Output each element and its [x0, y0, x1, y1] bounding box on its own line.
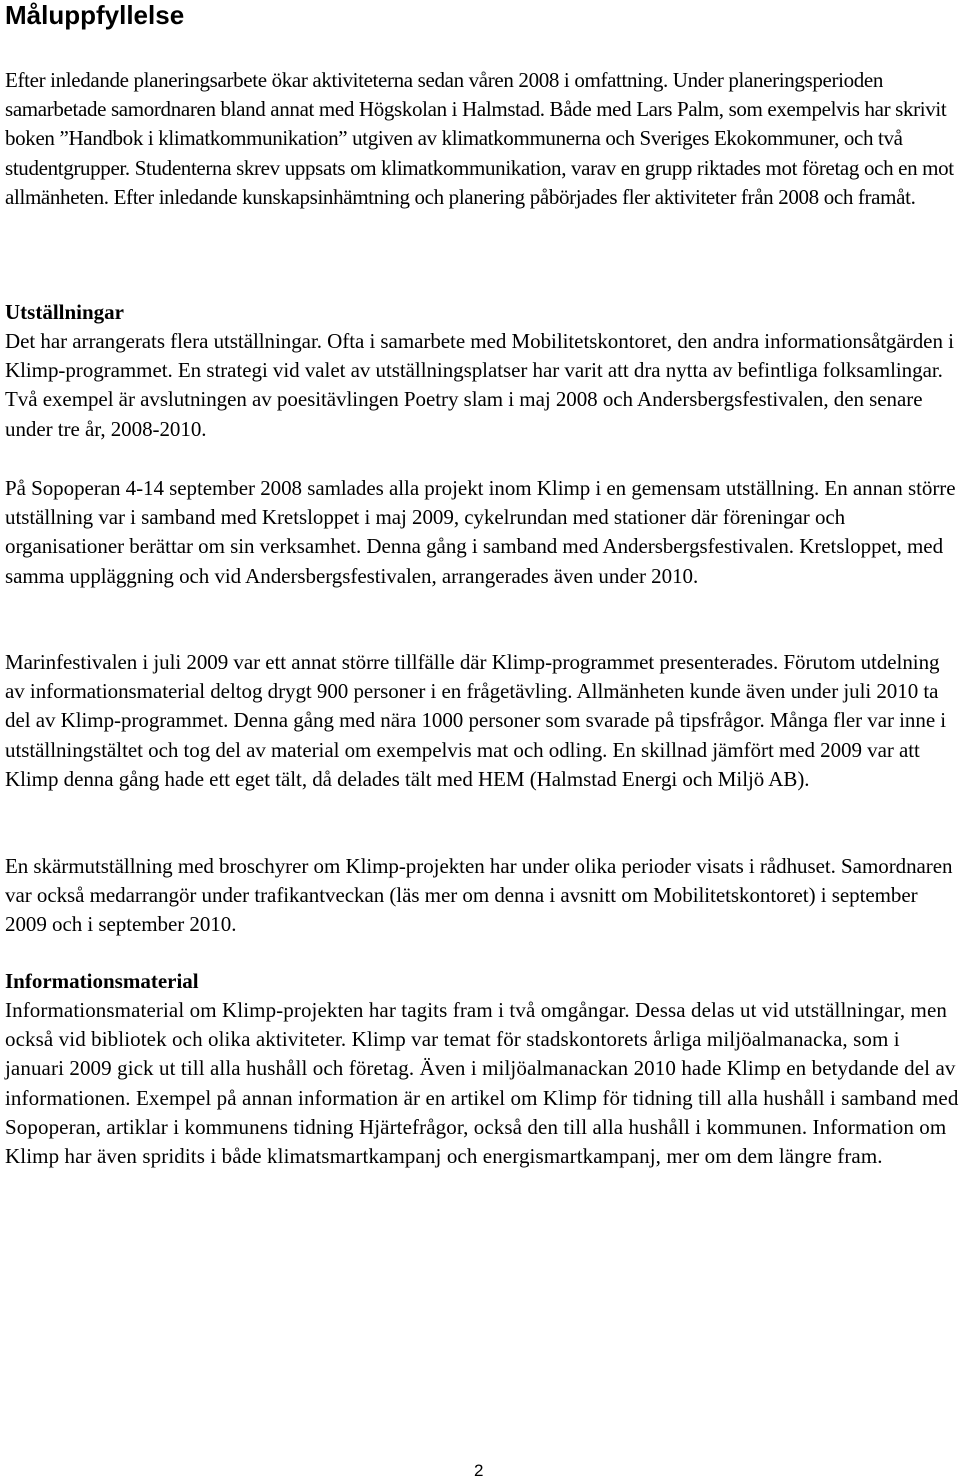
- page-heading: Måluppfyllelse: [5, 0, 185, 30]
- information-material-paragraph: Informationsmaterial om Klimp-projekten har tagits fram i två omgångar. Dessa delas ut vid utställningar, men också vid bibliotek och olika aktiviteter. Klimp var temat för stadskontorets årliga miljöalmanacka, som i januari 2009 gick ut till alla hushåll och företag. Även i miljöalmanackan 2010 hade Klimp en betydande del av informationen. Exempel på annan information är en artikel om Klimp för tidning till alla hushåll i samband med Sopoperan, artiklar i kommunens tidning Hjärtefrågor, också den till alla hushåll i kommunen. Information om Klimp har även spridits i både klimatsmartkampanj och energismartkampanj, mer om dem längre fram.: [5, 998, 959, 1169]
- exhibitions-paragraph-4: En skärmutställning med broschyrer om Klimp-projekten har under olika perioder visats i rådhuset. Samordnaren var också medarrangör under trafikantveckan (läs mer om denna i avsnitt om Mobilitetskontoret) i september 2009 och i september 2010.: [5, 854, 953, 937]
- section-heading-information-material: Informationsmaterial: [5, 969, 199, 993]
- section-heading-exhibitions: Utställningar: [5, 300, 125, 324]
- intro-paragraph: Efter inledande planeringsarbete ökar aktiviteterna sedan våren 2008 i omfattning. Under planeringsperioden samarbetade samordnaren bland annat med Högskolan i Halmstad. Både med Lars Palm, som exempelvis har skrivit boken ”Handbok i klimatkommunikation” utgiven av klimatkommunerna och Sveriges Ekokommuner, och två studentgrupper. Studenterna skrev uppsats om klimatkommunikation, varav en grupp riktades mot företag och en mot allmänheten. Efter inledande kunskapsinhämtning och planering påbörjades fler aktiviteter från 2008 och framåt.: [5, 68, 954, 209]
- exhibitions-paragraph-2: På Sopoperan 4-14 september 2008 samlades alla projekt inom Klimp i en gemensam utställning. En annan större utställning var i samband med Kretsloppet i maj 2009, cykelrundan med stationer där föreningar och organisationer berättar om sin verksamhet. Denna gång i samband med Andersbergsfestivalen. Kretsloppet, med samma uppläggning och vid Andersbergsfestivalen, arrangerades även under 2010.: [5, 476, 956, 588]
- exhibitions-paragraph-3: Marinfestivalen i juli 2009 var ett annat större tillfälle där Klimp-programmet presenterades. Förutom utdelning av informationsmaterial deltog drygt 900 personer i en frågetävling. Allmänheten kunde även under juli 2010 ta del av Klimp-programmet. Denna gång med nära 1000 personer som svarade på tipsfrågor. Många fler var inne i utställningstältet och tog del av material om exempelvis mat och odling. En skillnad jämfört med 2009 var att Klimp denna gång hade ett eget tält, då delades tält med HEM (Halmstad Energi och Miljö AB).: [5, 650, 947, 791]
- exhibitions-paragraph-1: Det har arrangerats flera utställningar. Ofta i samarbete med Mobilitetskontoret, den andra informationsåtgärden i Klimp-programmet. En strategi vid valet av utställningsplatser har varit att dra nytta av befintliga folksamlingar. Två exempel är avslutningen av poesitävlingen Poetry slam i maj 2008 och Andersbergsfestivalen, den senare under tre år, 2008-2010.: [5, 329, 954, 441]
- page-number: 2: [474, 1461, 484, 1480]
